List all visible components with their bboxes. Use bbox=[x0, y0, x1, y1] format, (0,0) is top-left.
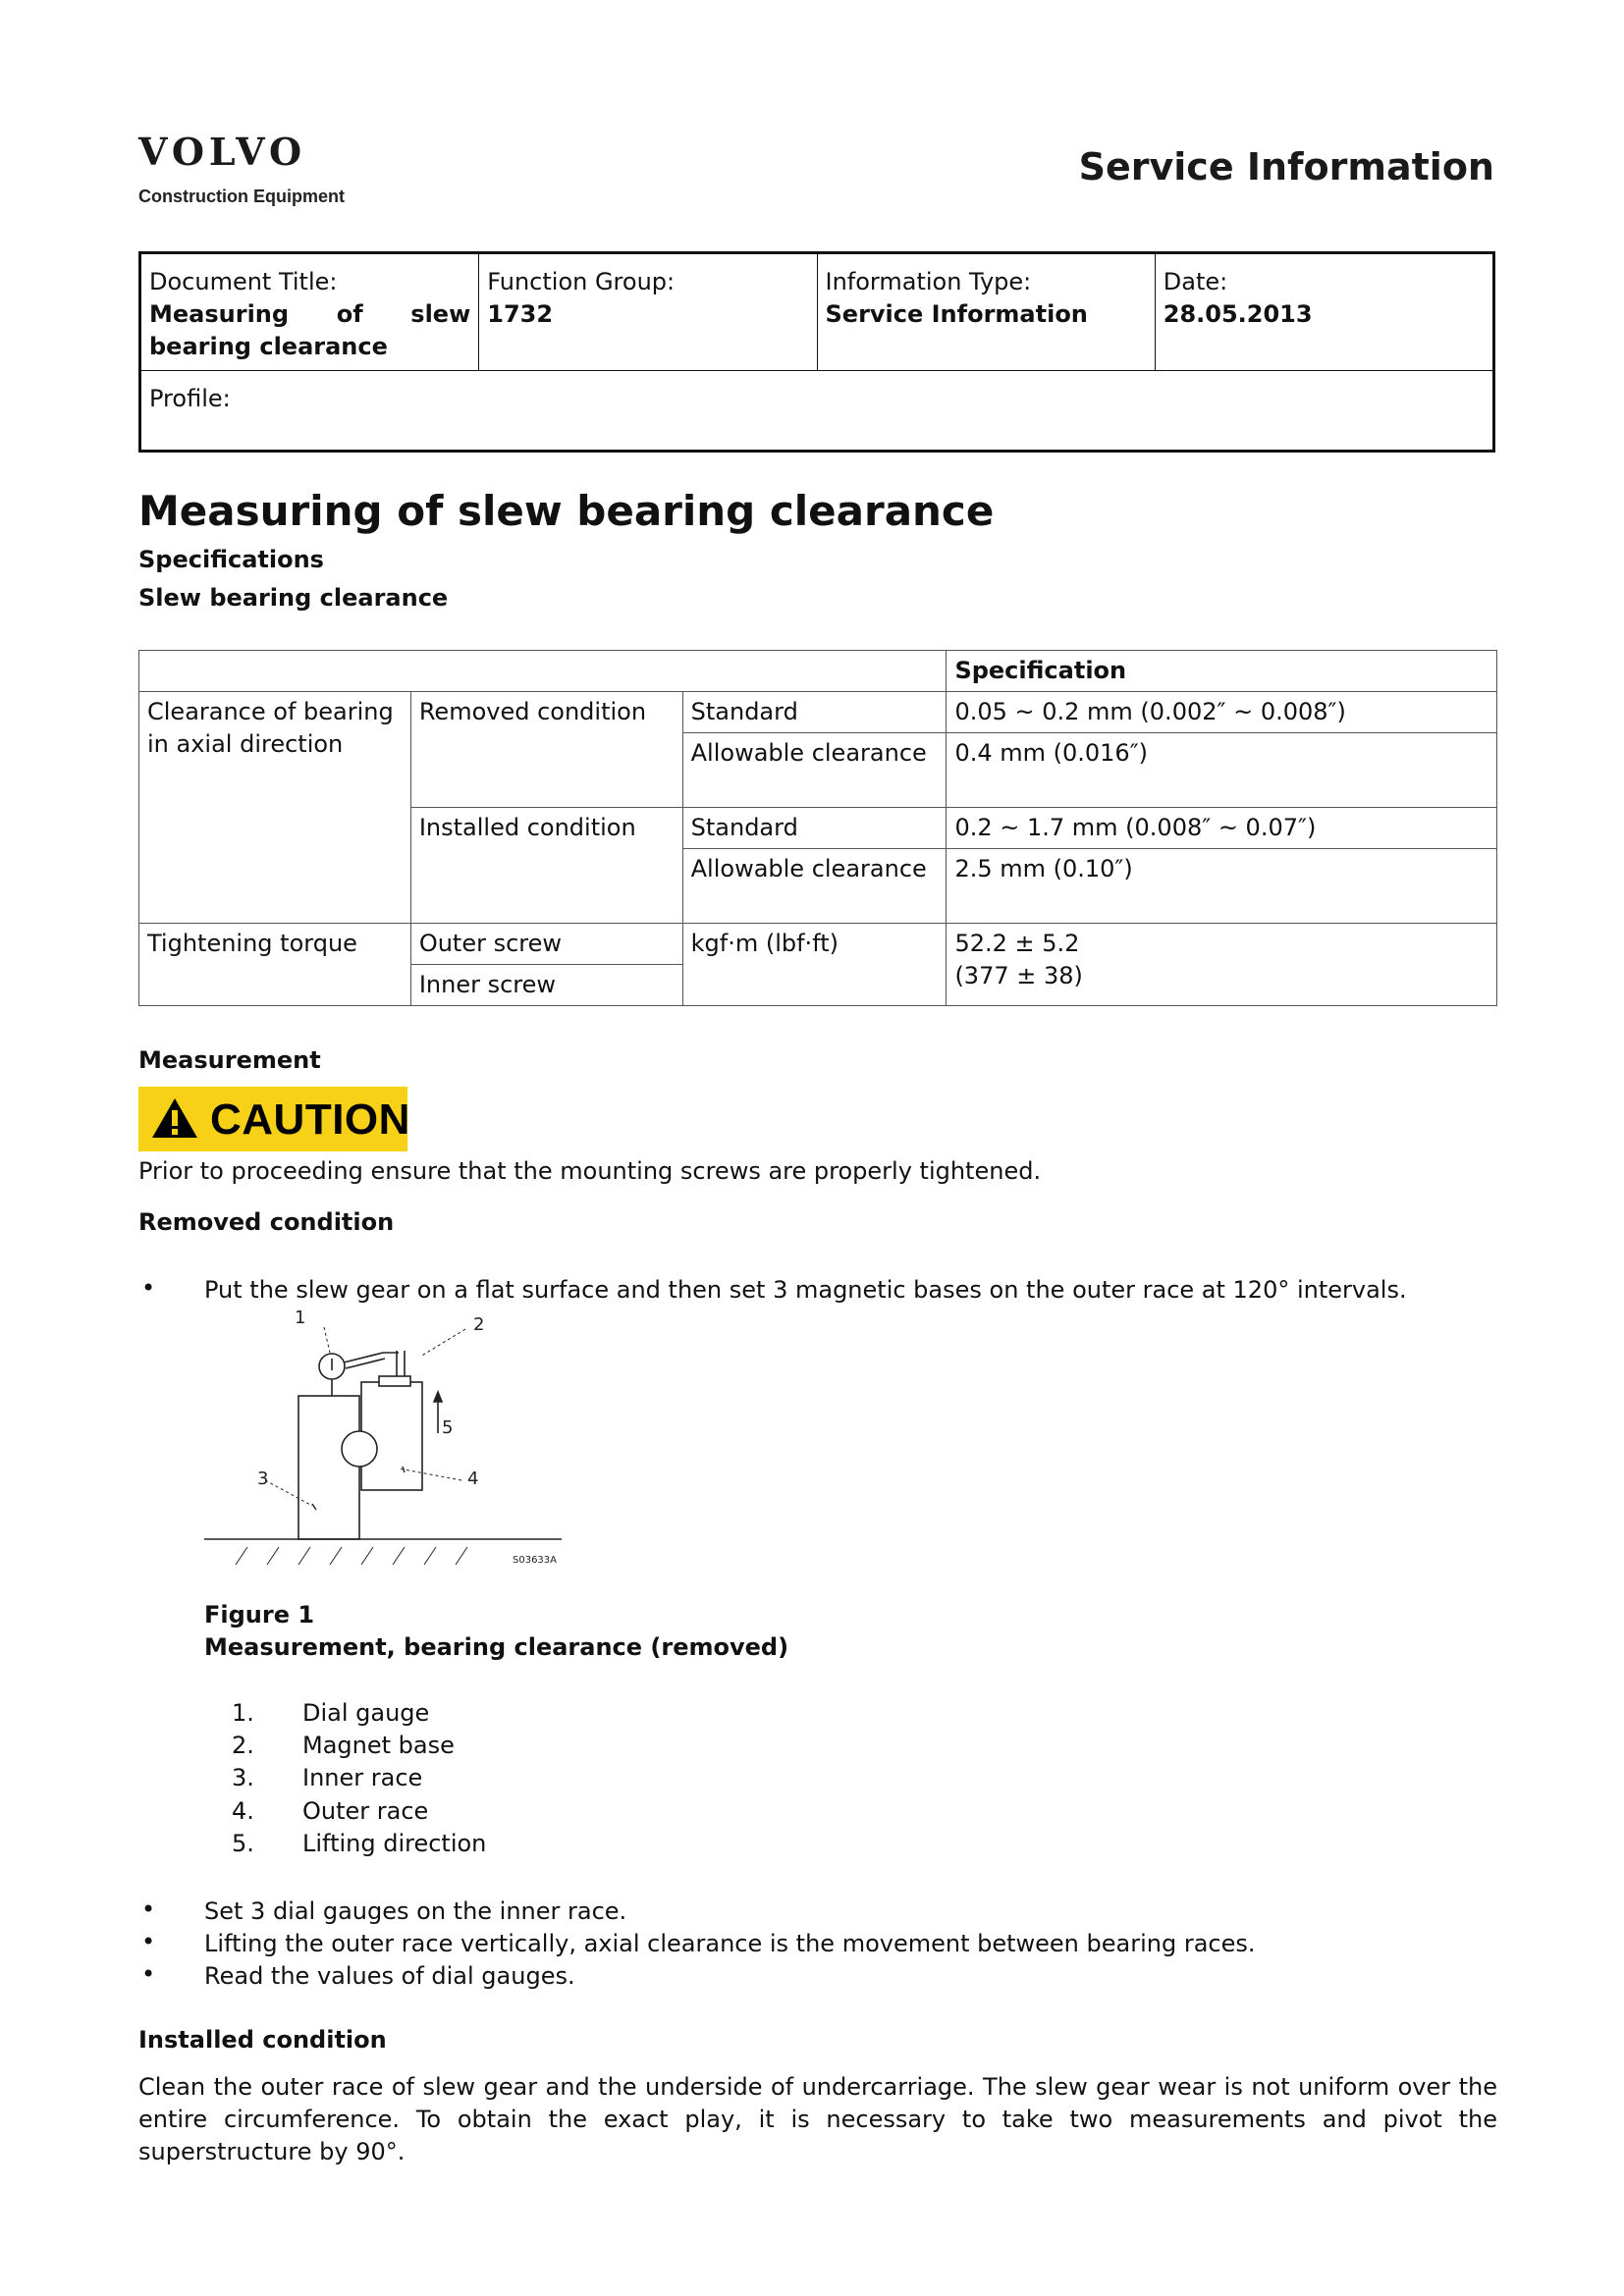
profile-cell bbox=[141, 371, 1492, 450]
table-row bbox=[139, 692, 1497, 733]
torque-unit: kgf·m (lbf·ft) bbox=[682, 924, 947, 1006]
bullet-icon: • bbox=[141, 1274, 156, 1302]
legend-item: Lifting direction bbox=[302, 1830, 487, 1857]
table-row bbox=[139, 651, 1497, 692]
figure-code: S03633A bbox=[513, 1555, 557, 1566]
doc-title-label: Document Title: bbox=[149, 268, 338, 295]
installed-allowable-value: 2.5 mm (0.10″) bbox=[947, 849, 1497, 924]
removed-standard-label: Standard bbox=[682, 692, 947, 733]
outer-screw-label: Outer screw bbox=[410, 924, 682, 965]
removed-allowable-label: Allowable clearance bbox=[682, 733, 947, 808]
function-group-label: Function Group: bbox=[487, 268, 676, 295]
figure-caption: Measurement, bearing clearance (removed) bbox=[204, 1633, 789, 1661]
service-information-title: Service Information bbox=[1078, 145, 1494, 188]
installed-paragraph: Clean the outer race of slew gear and the underside of undercarriage. The slew gear wear is not uniform over the entire circumference. To obtain the exact play, it is necessary to take two measurements and pivot the superstructure by 90°. bbox=[138, 2073, 1497, 2165]
doc-title-value: Measuring of slew bearing clearance bbox=[149, 300, 471, 360]
installed-condition-heading: Installed condition bbox=[138, 2026, 387, 2054]
legend-number: 4. bbox=[232, 1797, 254, 1825]
legend-number: 3. bbox=[232, 1764, 254, 1791]
specification-header: Specification bbox=[947, 651, 1497, 692]
installed-standard-label: Standard bbox=[682, 808, 947, 849]
bullet-icon: • bbox=[141, 1960, 156, 1988]
measurement-heading: Measurement bbox=[138, 1046, 321, 1074]
date-label: Date: bbox=[1163, 268, 1228, 295]
slew-bearing-heading: Slew bearing clearance bbox=[138, 584, 449, 612]
callout-4: 4 bbox=[467, 1468, 479, 1489]
legend-item: Inner race bbox=[302, 1764, 423, 1791]
caution-text: Prior to proceeding ensure that the mounting screws are properly tightened. bbox=[138, 1157, 1042, 1185]
bullet-text: Put the slew gear on a flat surface and then set 3 magnetic bases on the outer race at 120° intervals. bbox=[204, 1276, 1407, 1304]
inner-screw-label: Inner screw bbox=[410, 965, 682, 1006]
info-type-value: Service Information bbox=[825, 300, 1088, 328]
clearance-label: Clearance of bearing in axial direction bbox=[139, 692, 411, 924]
bullet-text: Lifting the outer race vertically, axial clearance is the movement between bearing races. bbox=[204, 1930, 1256, 1957]
bullet-icon: • bbox=[141, 1928, 156, 1955]
caution-banner bbox=[138, 1087, 410, 1151]
removed-condition-heading: Removed condition bbox=[138, 1208, 395, 1236]
removed-allowable-value: 0.4 mm (0.016″) bbox=[947, 733, 1497, 808]
callout-3: 3 bbox=[257, 1468, 269, 1489]
legend-item: Outer race bbox=[302, 1797, 429, 1825]
specifications-heading: Specifications bbox=[138, 546, 324, 573]
bullet-text: Read the values of dial gauges. bbox=[204, 1962, 575, 1990]
bullet-icon: • bbox=[141, 1896, 156, 1923]
doc-title-cell bbox=[141, 254, 479, 370]
torque-value-primary: 52.2 ± 5.2 bbox=[954, 930, 1080, 957]
legend-number: 5. bbox=[232, 1830, 254, 1857]
installed-condition-label: Installed condition bbox=[410, 808, 682, 924]
brand-subtitle: Construction Equipment bbox=[138, 187, 345, 206]
page-title: Measuring of slew bearing clearance bbox=[138, 487, 995, 535]
meta-row-bottom bbox=[141, 371, 1492, 450]
legend-number: 2. bbox=[232, 1732, 254, 1759]
removed-condition-label: Removed condition bbox=[410, 692, 682, 808]
brand-logo bbox=[138, 130, 345, 207]
callout-2: 2 bbox=[473, 1314, 485, 1335]
table-cell-empty bbox=[139, 651, 947, 692]
legend-item: Magnet base bbox=[302, 1732, 455, 1759]
date-value: 28.05.2013 bbox=[1163, 300, 1313, 328]
function-group-cell bbox=[479, 254, 817, 370]
torque-label: Tightening torque bbox=[139, 924, 411, 1006]
installed-allowable-label: Allowable clearance bbox=[682, 849, 947, 924]
callout-5: 5 bbox=[442, 1417, 454, 1438]
torque-value-cell bbox=[947, 924, 1497, 1006]
table-row bbox=[139, 924, 1497, 965]
warning-triangle-icon bbox=[150, 1096, 199, 1140]
info-type-cell bbox=[818, 254, 1156, 370]
profile-label: Profile: bbox=[149, 385, 231, 412]
callout-1: 1 bbox=[295, 1308, 306, 1328]
document-meta-table bbox=[138, 251, 1495, 453]
caution-label: CAUTION bbox=[210, 1095, 410, 1144]
bearing-measurement-figure bbox=[196, 1306, 569, 1571]
bullet-text: Set 3 dial gauges on the inner race. bbox=[204, 1897, 627, 1925]
info-type-label: Information Type: bbox=[825, 268, 1032, 295]
function-group-value: 1732 bbox=[487, 300, 554, 328]
specification-table bbox=[138, 650, 1497, 1006]
legend-number: 1. bbox=[232, 1699, 254, 1727]
meta-row-top bbox=[141, 254, 1492, 371]
legend-item: Dial gauge bbox=[302, 1699, 430, 1727]
torque-value-secondary: (377 ± 38) bbox=[954, 962, 1083, 989]
removed-standard-value: 0.05 ~ 0.2 mm (0.002″ ~ 0.008″) bbox=[947, 692, 1497, 733]
date-cell bbox=[1156, 254, 1492, 370]
brand-wordmark: VOLVO bbox=[138, 130, 307, 174]
installed-standard-value: 0.2 ~ 1.7 mm (0.008″ ~ 0.07″) bbox=[947, 808, 1497, 849]
figure-number: Figure 1 bbox=[204, 1601, 315, 1629]
